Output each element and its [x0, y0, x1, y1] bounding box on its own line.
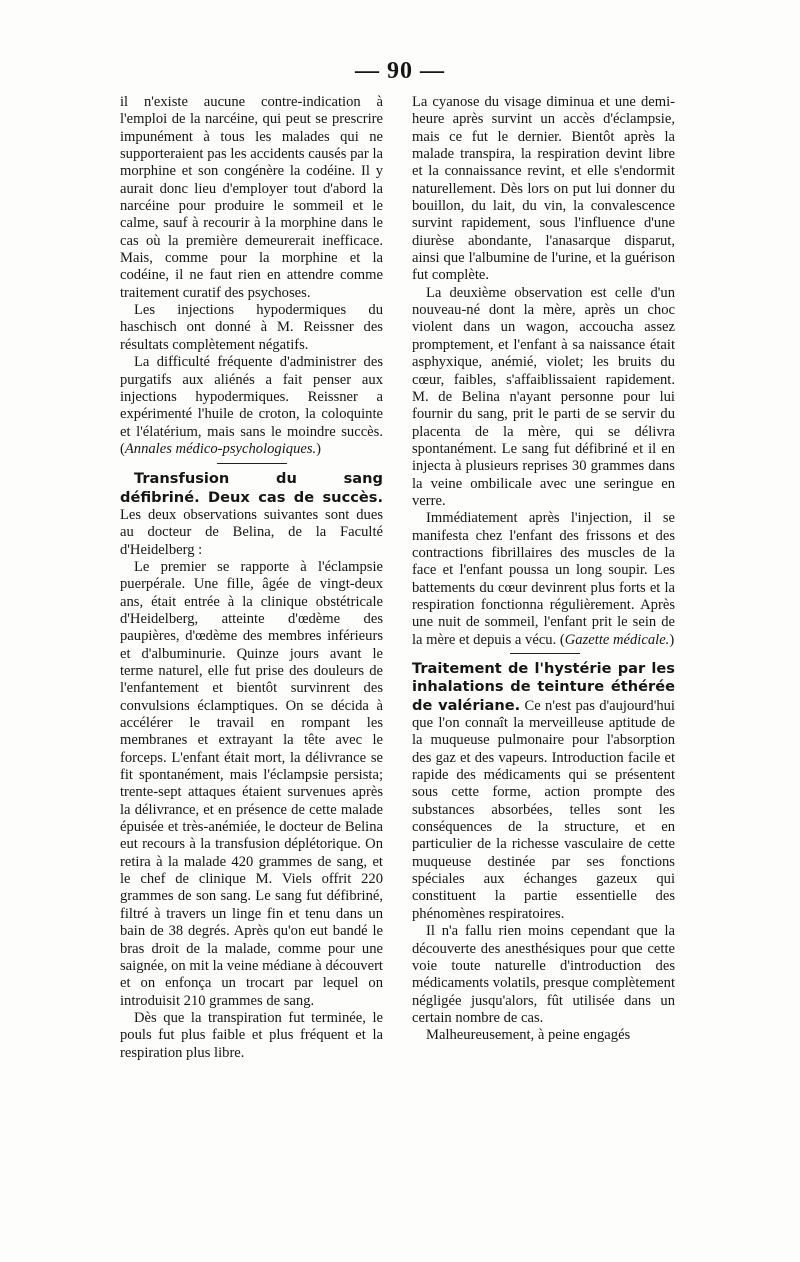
- paragraph-text: Les deux observations suivantes sont dues au docteur de Belina, de la Faculté d'Heidelberg :: [120, 506, 383, 558]
- paragraph: [120, 354, 383, 458]
- left-column: [120, 94, 383, 1062]
- paragraph-text: ): [316, 440, 322, 457]
- page-number: — 90 —: [355, 58, 445, 84]
- paragraph-text: La difficulté fréquente d'administrer des purgatifs aux aliénés a fait penser aux injections hypodermiques. Reissner a expérimenté l'huile de croton, la coloquinte et l'élatérium, mais sans le moindre succès. (: [120, 354, 383, 457]
- source-citation: Gazette médicale.: [564, 631, 670, 648]
- section-heading-paragraph: [120, 470, 383, 559]
- right-column: [412, 94, 675, 1045]
- paragraph-text: Immédiatement après l'injection, il se manifesta chez l'enfant des frissons et des contractions fibrillaires des muscles de la face et l'enfant poussa un long soupir. Les battements du cœur devinrent plus forts et la respiration fonctionna régulièrement. Après une nuit de sommeil, l'enfant prit le sein de la mère et depuis a vécu. (: [412, 510, 675, 648]
- paragraph: La cyanose du visage diminua et une demi-heure après survint un accès d'éclampsie, mais ce fut le dernier. Bientôt après la malade transpira, la respiration devint libre et la connaissance revint, et elle s'endormit naturellement. Dès lors on put lui donner du bouillon, du lait, du vin, la convalescence survint rapidement, sous l'influence d'une diurèse abondante, l'anasarque disparut, ainsi que l'albumine de l'urine, et la guérison fut complète.: [412, 94, 675, 284]
- paragraph-text: ): [669, 631, 675, 648]
- paragraph: Les injections hypodermiques du haschisch ont donné à M. Reissner des résultats complètement négatifs.: [120, 302, 383, 353]
- paragraph: Dès que la transpiration fut terminée, le pouls fut plus faible et plus fréquent et la respiration plus libre.: [120, 1009, 383, 1061]
- paragraph: il n'existe aucune contre-indication à l'emploi de la narcéine, qui peut se prescrire impunément à tous les malades qui ne supporteraient pas les accidents causés par la morphine et son congénère la codéine. Il y aurait donc lieu d'employer tout d'abord la narcéine pour produire le sommeil et le calme, sauf à recourir à la morphine dans le cas où la première demeurerait inefficace. Mais, comme pour la morphine et la codéine, il ne faut rien en attendre comme traitement curatif des psychoses.: [120, 94, 383, 301]
- section-divider: [217, 463, 287, 464]
- paragraph: Malheureusement, à peine engagés: [426, 1027, 631, 1044]
- paragraph: Le premier se rapporte à l'éclampsie puerpérale. Une fille, âgée de vingt-deux ans, était entrée à la clinique obstétricale d'Heidelberg, atteinte d'œdème des paupières, d'œdème des membres inférieurs et d'albuminurie. Quinze jours avant le terme naturel, elle fut prise des douleurs de l'enfantement et bientôt survinrent des convulsions éclamptiques. On se décida à accélérer le travail en rompant les membranes et extrayant la tête avec le forceps. L'enfant était mort, la délivrance se fit spontanément, mais l'éclampsie persista; trente-sept attaques étaient survenues après la délivrance, et en présence de cette malade épuisée et très-anémiée, le docteur de Belina eut recours à la transfusion déplétorique. On retira à la malade 420 grammes de sang, et le chef de clinique M. Viels offrit 220 grammes de son sang. Le sang fut défibriné, filtré à travers un linge fin et tenu dans un bain de 38 degrés. Après qu'on eut bandé le bras droit de la malade, comme pour une saignée, on mit la veine médiane à découvert et on enfonça un trocart par lequel on introduisit 210 grammes de sang.: [120, 558, 383, 1009]
- section-heading: Traitement de l'hystérie par les inhalations de teinture éthérée de valériane.: [412, 660, 675, 714]
- section-divider: [510, 653, 580, 654]
- paragraph: Il n'a fallu rien moins cependant que la découverte des anesthésiques pour que cette voie toute naturelle d'introduction des médicaments volatils, presque complètement négligée jusqu'alors, fût utilisée dans un certain nombre de cas.: [412, 923, 675, 1026]
- section-heading: Transfusion du sang défibriné. Deux cas de succès.: [120, 470, 383, 506]
- source-citation: Annales médico-psychologiques.: [124, 440, 317, 457]
- section-heading-paragraph: [412, 660, 675, 923]
- paragraph: La deuxième observation est celle d'un nouveau-né dont la mère, après un choc violent dans un wagon, accoucha assez promptement, et l'enfant à sa naissance était asphyxique, anémié, violet; les bruits du cœur, faibles, s'affaiblissaient rapidement. M. de Belina n'ayant personne pour lui fournir du sang, prit le parti de se servir du placenta de la mère, qui se délivra spontanément. Le sang fut défibriné et il en injecta à plusieurs reprises 30 grammes dans la veine ombilicale avec une seringue en verre.: [412, 284, 675, 509]
- paragraph: [412, 510, 675, 649]
- paragraph-text: Ce n'est pas d'aujourd'hui que l'on connaît la merveilleuse aptitude de la muqueuse pulmonaire pour l'absorption des gaz et des vapeurs. Introduction facile et rapide des médicaments qui se présentent sous cette forme, action prompte des substances absorbées, telles sont les conséquences de la structure, et en particulier de la richesse vasculaire de cette muqueuse destinée par ses fonctions spéciales aux échanges gazeux qui constituent la partie essentielle des phénomènes respiratoires.: [412, 697, 675, 922]
